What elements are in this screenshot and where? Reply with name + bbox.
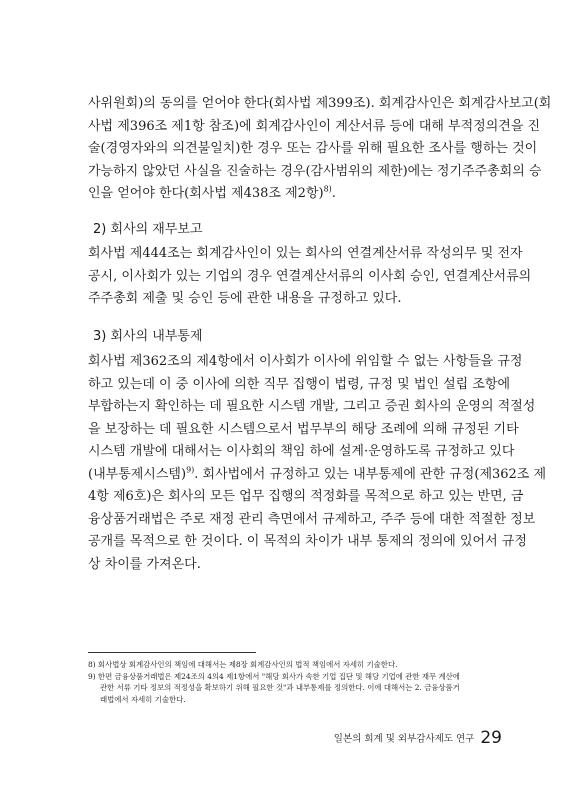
text-line: 하고 있는데 이 중 이사에 의한 직무 집행이 법령, 규정 및 법인 설립 조항에 [88, 376, 511, 392]
text-line: 융상품거래법은 주로 재정 관리 측면에서 규제하고, 주주 등에 대한 적절한 정보 [88, 511, 536, 527]
text-line: 가능하지 않았던 사실을 진술하는 경우(감사범위의 제한)에는 정기주주총회의 승 [88, 163, 542, 179]
footnote [88, 659, 498, 671]
footnote-line: 8) 회사법상 회계감사인의 책임에 대해서는 제8장 회계감사인의 법적 책임에서 자세히 기술한다. [88, 660, 398, 669]
section-heading-internal-control: 3) 회사의 내부통제 [93, 329, 203, 344]
page-number: 29 [480, 727, 502, 748]
footnote-ref[interactable]: 9) [186, 465, 195, 475]
text-line: 사위원회)의 동의를 얻어야 한다(회사법 제399조). 회계감사인은 회계감사보고(회 [88, 96, 552, 111]
footnotes [88, 659, 498, 705]
text-line: 부합하는지 확인하는 데 필요한 시스템 개발, 그리고 증권 회사의 운영의 적절성 [88, 399, 536, 414]
footnote-line: 9) 한편 금융상품거래법은 제24조의 4의4 제1항에서 "해당 회사가 속한 기업 집단 및 해당 기업에 관한 재무 계산에 [88, 671, 460, 681]
text-line: 공개를 목적으로 한 것이다. 이 목적의 차이가 내부 통제의 정의에 있어서 규정 [88, 534, 527, 549]
page-footer [320, 727, 502, 749]
text-line: 인을 얻어야 한다(회사법 제438조 제2항)$^{8)}$. [88, 184, 336, 201]
section-heading-financial-reporting: 2) 회사의 재무보고 [93, 222, 203, 237]
footnote-line: 관한 서류 기타 정보의 적정성을 확보하기 위해 필요한 것"과 내부통제를 정의한다. 이에 대해서는 2. 금융상품거 [100, 683, 460, 692]
footnote-divider [88, 652, 256, 653]
paragraph-internal-control [88, 351, 547, 576]
footnote-ref[interactable]: 8) [323, 184, 332, 194]
text-line: 술(경영자와의 의견불일치)한 경우 또는 감사를 위해 필요한 조사를 행하는 것이 [88, 141, 538, 156]
text-line: 을 보장하는 데 필요한 시스템으로서 법무부의 해당 조례에 의해 규정된 기타 [88, 421, 519, 437]
text-line: 4항 제6호)은 회사의 모든 업무 집행의 적정화를 목적으로 하고 있는 반면, 금 [88, 489, 524, 504]
paragraph-financial-reporting [88, 243, 532, 311]
running-title: 일본의 회계 및 외부감사제도 연구 [333, 733, 475, 745]
text-line: 회사법 제444조는 회계감사인이 있는 회사의 연결계산서류 작성의무 및 전자 [88, 246, 523, 261]
footnote [88, 671, 498, 706]
text-line: 사법 제396조 제1항 참조)에 회계감사인이 계산서류 등에 대해 부적정의견을 진 [88, 118, 541, 134]
text-line: 시스템 개발에 대해서는 이사회의 책임 하에 설계·운영하도록 규정하고 있다 [88, 444, 515, 459]
text-line: 상 차이를 가져온다. [88, 556, 201, 572]
text-line: 주주총회 제출 및 승인 등에 관한 내용을 규정하고 있다. [88, 291, 402, 306]
text-line: 회사법 제362조의 제4항에서 이사회가 이사에 위임할 수 없는 사항들을 규정 [88, 354, 523, 369]
footnote-line: 래법에서 자세히 기술한다. [100, 694, 186, 704]
text-line: (내부통제시스템)$^{9)}$. 회사법에서 규정하고 있는 내부통제에 관한 규정(제362조 제 [88, 465, 547, 482]
text-line: 공시, 이사회가 있는 기업의 경우 연결계산서류의 이사회 승인, 연결계산서류의 [88, 268, 532, 284]
paragraph-intro [88, 93, 552, 206]
